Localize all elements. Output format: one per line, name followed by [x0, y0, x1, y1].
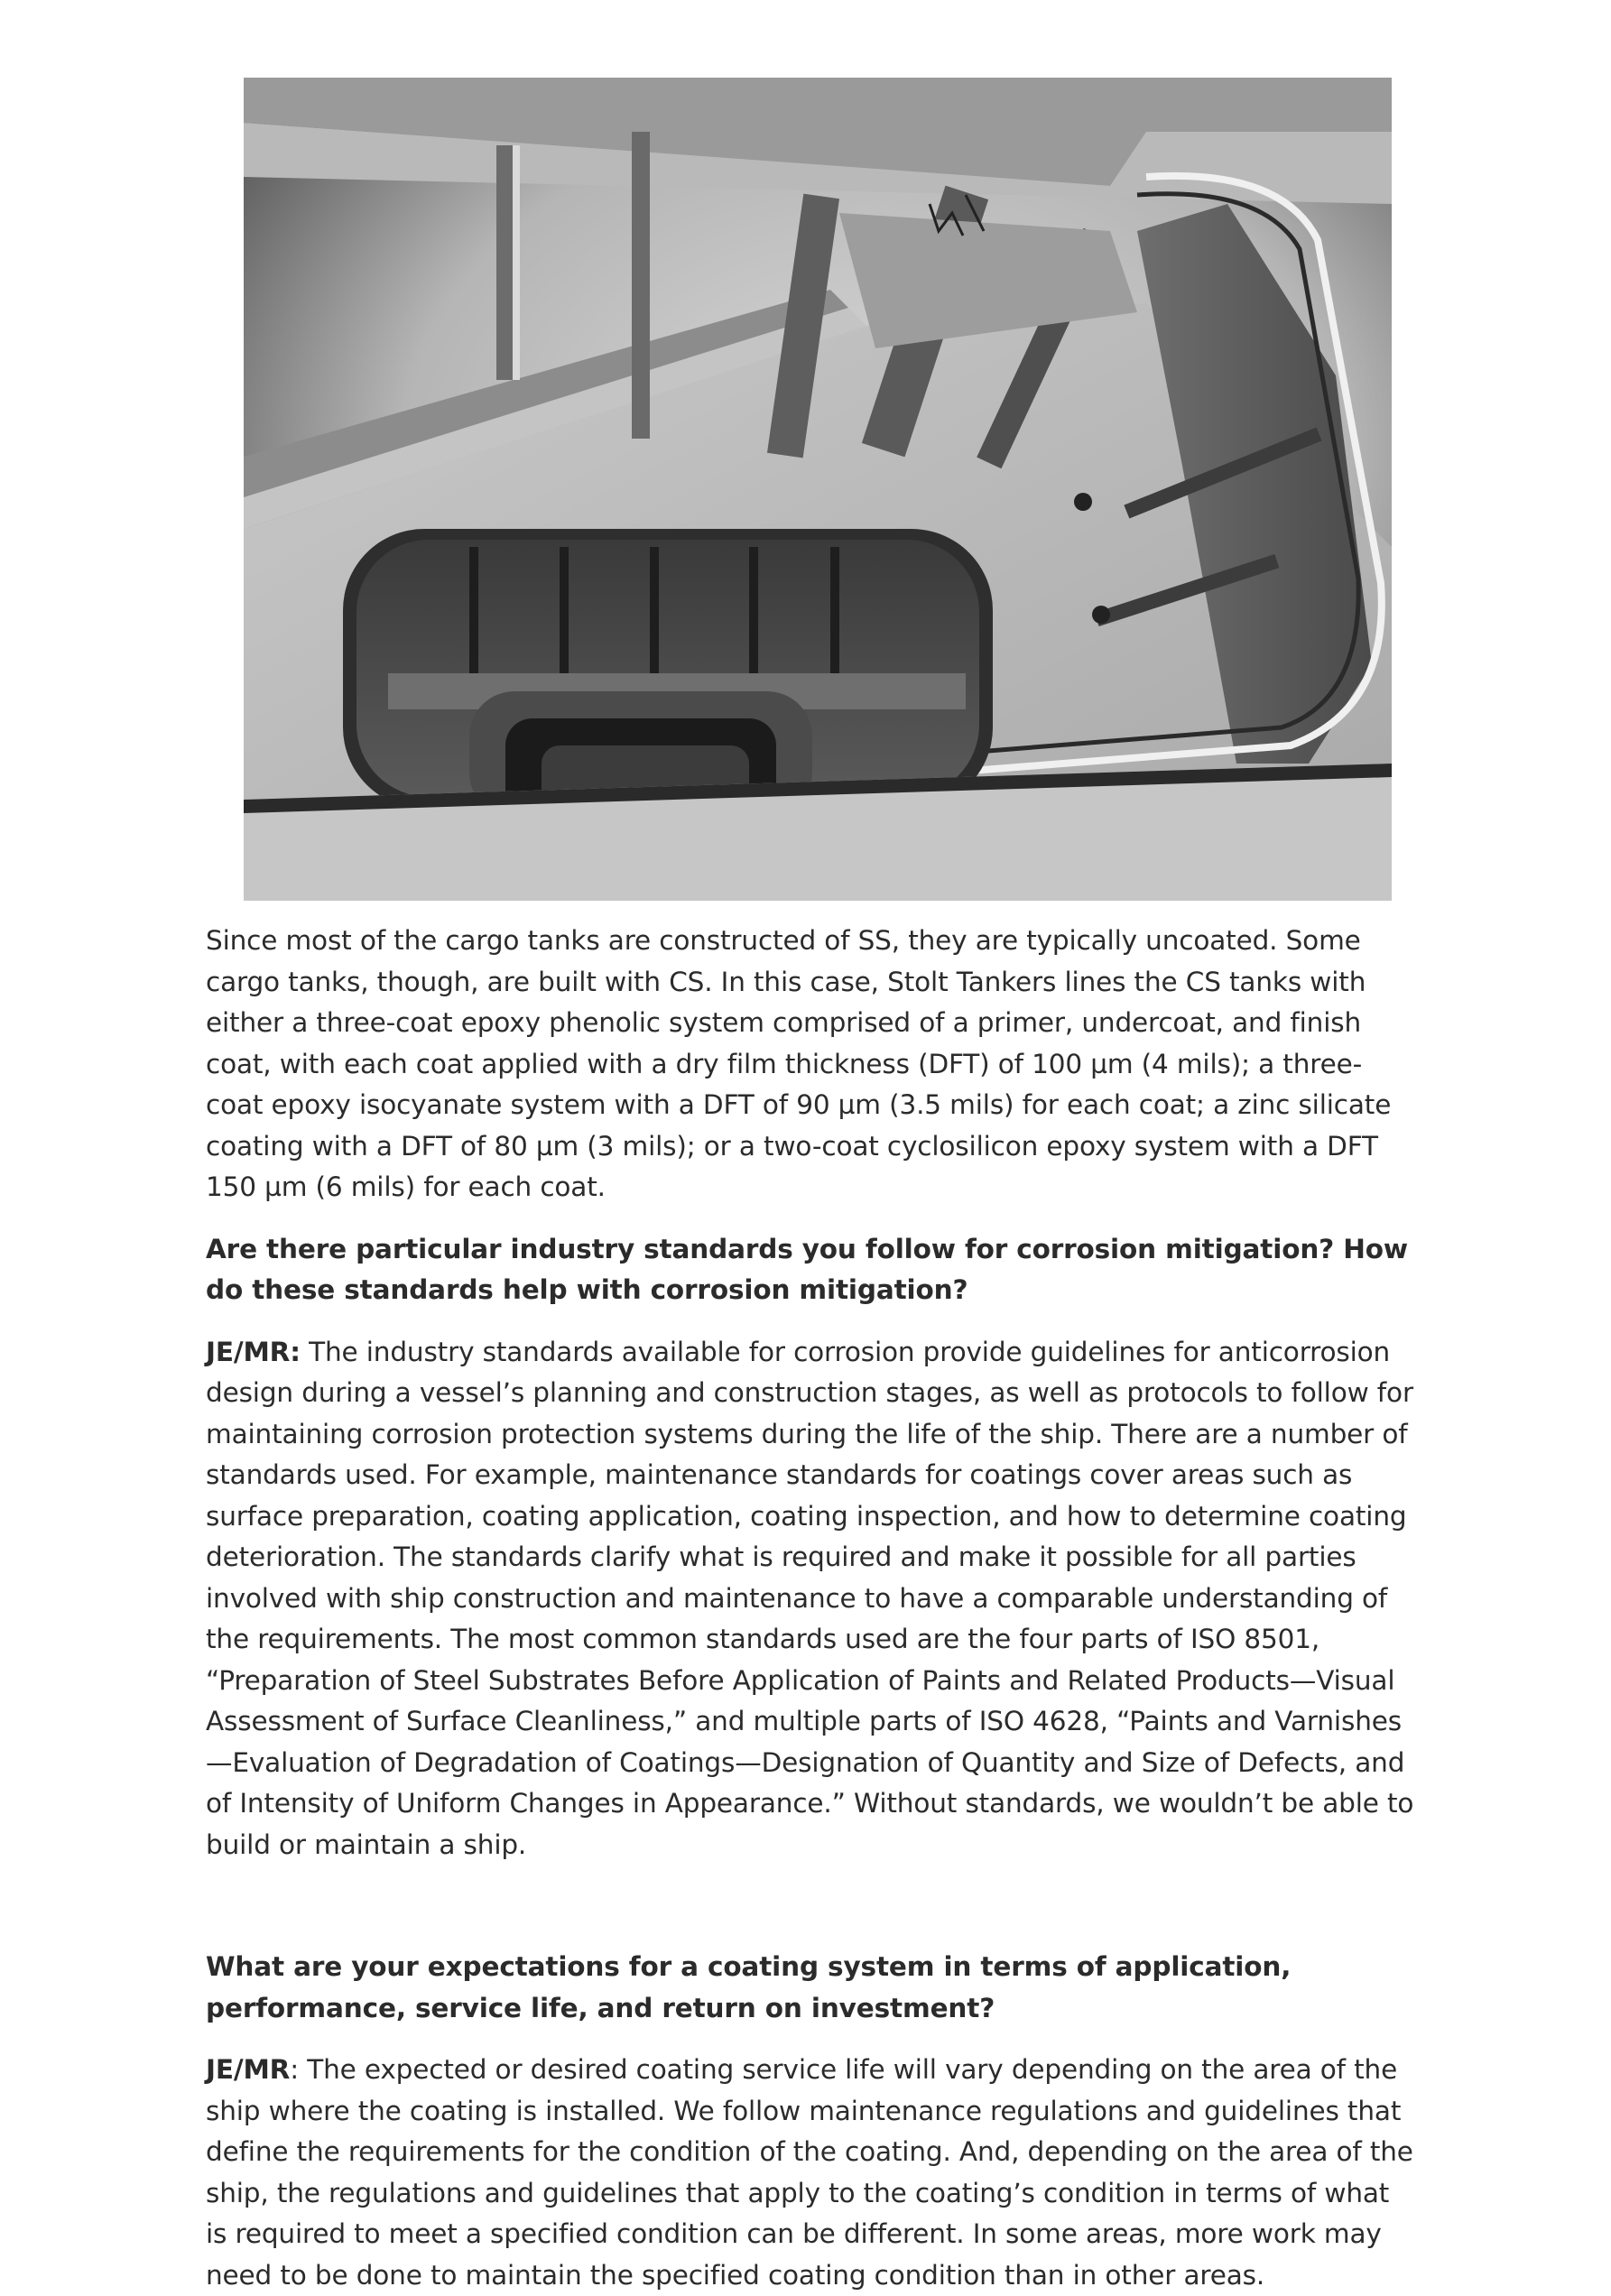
tank-interior-photo [244, 78, 1392, 901]
question-industry-standards: Are there particular industry standards you follow for corrosion mitigation? How do these standards help with corrosion mitigation? [206, 1233, 1409, 1305]
speaker-label: JE/MR: [206, 1336, 301, 1367]
answer-industry-standards [206, 1332, 1415, 1866]
article-body [206, 921, 1415, 2296]
answer-expectations [206, 2050, 1415, 2296]
answer-text: : The expected or desired coating service life will vary depending on the area of the ship where the coating is installed. We follow maintenance regulations and guidelines that define the requirements for the condition of the coating. And, depending on the area of the ship, the regulations and guidelines that apply to the coating’s condition in terms of what is required to meet a specified condition can be different. In some areas, more work may need to be done to maintain the specified coating condition than in other areas. [206, 2054, 1413, 2291]
question-expectations: What are your expectations for a coating system in terms of application, performance, service life, and return on investment? [206, 1951, 1292, 2023]
speaker-label: JE/MR [206, 2054, 291, 2085]
tank-interior-image [244, 78, 1392, 901]
answer-text: The industry standards available for corrosion provide guidelines for anticorrosion design during a vessel’s planning and construction stages, as well as protocols to follow for maintaining corrosion protection systems during the life of the ship. There are a number of standards used. For example, maintenance standards for coatings cover areas such as surface preparation, coating application, coating inspection, and how to determine coating deterioration. The standards clarify what is required and make it possible for all parties involved with ship construction and maintenance to have a comparable understanding of the requirements. The most common standards used are the four parts of ISO 8501, “Preparation of Steel Substrates Before Application of Paints and Related Products—Visual Assessment of Surface Cleanliness,” and multiple parts of ISO 4628, “Paints and Varnishes—Evaluation of Degradation of Coatings—Designation of Quantity and Size of Defects, and of Intensity of Uniform Changes in Appearance.” Without standards, we wouldn’t be able to build or maintain a ship. [206, 1336, 1414, 1860]
paragraph-coating-systems: Since most of the cargo tanks are constructed of SS, they are typically uncoated. Some cargo tanks, though, are built with CS. In this case, Stolt Tankers lines the CS tanks with either a three-coat epoxy phenolic system comprised of a primer, undercoat, and finish coat, with each coat applied with a dry film thickness (DFT) of 100 µm (4 mils); a three-coat epoxy isocyanate system with a DFT of 90 µm (3.5 mils) for each coat; a zinc silicate coating with a DFT of 80 µm (3 mils); or a two-coat cyclosilicon epoxy system with a DFT 150 µm (6 mils) for each coat. [206, 925, 1392, 1202]
